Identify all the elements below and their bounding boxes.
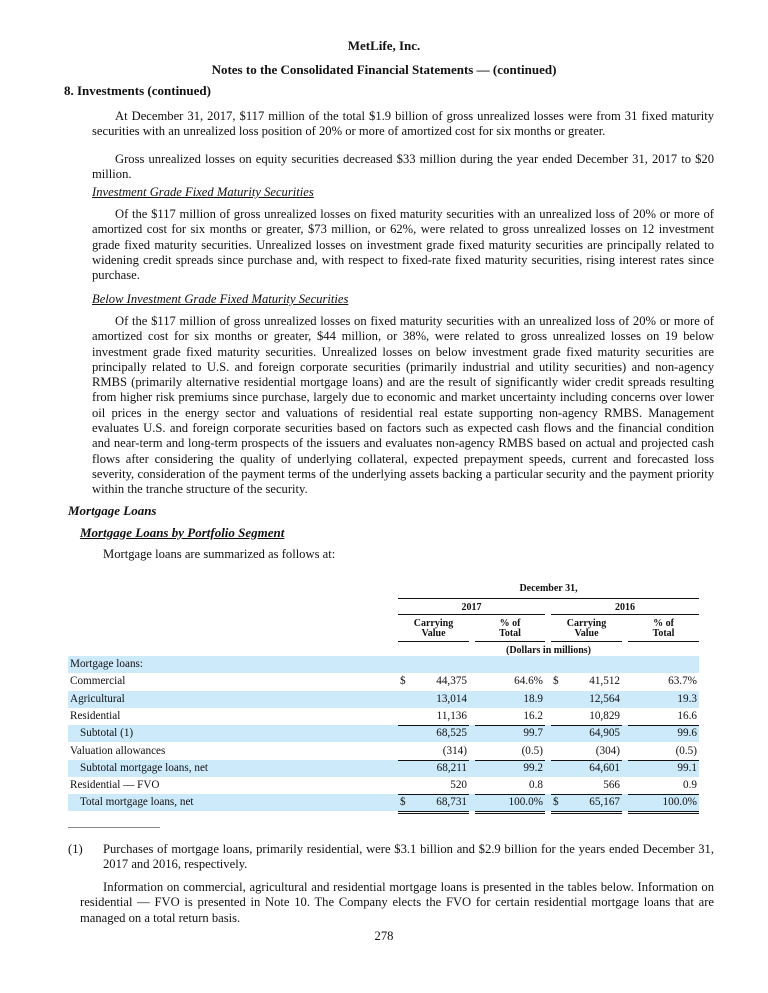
- col-label: Carrying: [566, 618, 607, 629]
- row-label: Residential — FVO: [70, 779, 160, 792]
- mortgage-loans-heading: Mortgage Loans: [68, 503, 157, 518]
- col-label: Carrying: [413, 618, 454, 629]
- cell-pct2016: 16.6: [677, 709, 697, 722]
- cell-pct2017: 100.0%: [508, 796, 543, 809]
- row-label: Residential: [70, 709, 121, 722]
- table-row: [68, 725, 699, 742]
- cell-pct2017: 0.8: [529, 779, 543, 792]
- table-row: [68, 794, 699, 811]
- header-rule: [398, 598, 699, 599]
- subtotal-rule: [398, 794, 469, 795]
- subtotal-rule: [551, 760, 622, 761]
- footnote-rule: [68, 827, 160, 828]
- subtotal-rule: [551, 725, 622, 726]
- row-label: Total mortgage loans, net: [80, 796, 194, 809]
- col-rule: [398, 641, 469, 642]
- col-label: Total: [499, 628, 521, 639]
- paragraph-text: Of the $117 million of gross unrealized losses on fixed maturity securities with an unrealized loss of 20% or more of amortized cost for six months or greater, $73 million, or 62%, were related to gross unrealized losses on 12 investment grade fixed maturity securities. Unrealized losses on investment grade fixed maturity securities are principally related to widening credit spreads since purchase and, with respect to fixed-rate fixed maturity securities, rising interest rates since purchase.: [92, 207, 714, 283]
- col-carrying-value-2017: [398, 619, 469, 639]
- cell-cv2017: 68,731: [436, 796, 467, 809]
- cell-cv2016: 566: [603, 779, 620, 792]
- cell-pct2017: (0.5): [521, 744, 543, 757]
- cell-pct2016: 100.0%: [662, 796, 697, 809]
- cell-cv2017: 11,136: [436, 709, 467, 722]
- year-2016-header: 2016: [615, 602, 635, 613]
- footnote-marker: (1): [68, 842, 83, 856]
- subtotal-rule: [398, 725, 469, 726]
- total-double-rule: [551, 811, 622, 814]
- paragraph-below-investment-grade: [92, 314, 714, 498]
- col-label: Value: [421, 628, 446, 639]
- col-label: Total: [652, 628, 675, 639]
- mortgage-portfolio-heading: Mortgage Loans by Portfolio Segment: [80, 525, 285, 540]
- subtotal-rule: [628, 725, 699, 726]
- currency-symbol: $: [400, 796, 406, 809]
- cell-cv2017: (314): [442, 744, 467, 757]
- table-row: [68, 673, 699, 690]
- table-row: [68, 708, 699, 725]
- paragraph-investment-grade: [92, 207, 714, 283]
- cell-cv2016: 65,167: [589, 796, 620, 809]
- table-row: [68, 656, 699, 673]
- cell-cv2017: 68,525: [436, 727, 467, 740]
- subtotal-rule: [551, 794, 622, 795]
- col-rule: [628, 641, 699, 642]
- cell-pct2017: 18.9: [523, 692, 543, 705]
- units-label: (Dollars in millions): [505, 645, 591, 656]
- col-label: Value: [574, 628, 599, 639]
- cell-pct2017: 16.2: [523, 709, 543, 722]
- col-carrying-value-2016: [551, 619, 622, 639]
- currency-symbol: $: [400, 675, 406, 688]
- row-label: Subtotal mortgage loans, net: [80, 761, 209, 774]
- cell-pct2017: 99.2: [523, 761, 543, 774]
- subtotal-rule: [628, 760, 699, 761]
- cell-pct2017: 99.7: [523, 727, 543, 740]
- paragraph-text: Of the $117 million of gross unrealized losses on fixed maturity securities with an unrealized loss of 20% or more of amortized cost for six months or greater, $44 million, or 38%, were related to gross unrealized losses on 19 below investment grade fixed maturity securities. Unrealized losses on below investment grade fixed maturity securities are principally related to U.S. and foreign corporate securities (primarily industrial and utility securities) and non-agency RMBS (primarily alternative residential mortgage loans) and are the result of significantly wider credit spreads resulting from higher risk premiums since purchase, largely due to economic and market uncertainty including concerns over lower oil prices in the energy sector and valuations of residential real estate supporting non-agency RMBS. Management evaluates U.S. and foreign corporate securities based on factors such as expected cash flows and the financial condition and near-term and long-term prospects of the issuers and evaluates non-agency RMBS based on actual and projected cash flows after considering the quality of underlying collateral, expected prepayment speeds, current and forecasted loss severity, consideration of the payment terms of the underlying assets backing a particular security and the payment priority within the tranche structure of the security.: [92, 314, 714, 497]
- currency-symbol: $: [553, 675, 559, 688]
- subtotal-rule: [398, 760, 469, 761]
- paragraph-text: Information on commercial, agricultural and residential mortgage loans is presented in the tables below. Information on residential — FVO is presented in Note 10. The Company elects the FVO for certain residential mortgage loans that are managed on a total return basis.: [80, 880, 714, 925]
- total-double-rule: [475, 811, 545, 814]
- page-number: 278: [374, 929, 394, 943]
- cell-pct2016: 99.6: [677, 727, 697, 740]
- col-pct-total-2017: [475, 619, 545, 639]
- subtotal-rule: [475, 725, 545, 726]
- below-investment-grade-heading: Below Investment Grade Fixed Maturity Securities: [92, 292, 349, 306]
- cell-cv2016: 41,512: [589, 675, 620, 688]
- subtotal-rule: [475, 794, 545, 795]
- row-label: Agricultural: [70, 692, 125, 705]
- paragraph-text: At December 31, 2017, $117 million of the total $1.9 billion of gross unrealized losses were from 31 fixed maturity securities with an unrealized loss position of 20% or more of amortized cost for six months or greater.: [92, 109, 714, 139]
- cell-pct2016: (0.5): [675, 744, 697, 757]
- col-label: % of: [653, 618, 674, 629]
- year-2017-rule: [398, 614, 545, 615]
- subtotal-rule: [628, 794, 699, 795]
- total-double-rule: [398, 811, 469, 814]
- section-heading: 8. Investments (continued): [64, 83, 211, 98]
- cell-cv2016: 64,905: [589, 727, 620, 740]
- paragraph-equity-losses: [92, 152, 714, 183]
- cell-cv2017: 520: [450, 779, 467, 792]
- year-2016-rule: [551, 614, 699, 615]
- currency-symbol: $: [553, 796, 559, 809]
- cell-cv2017: 68,211: [436, 761, 467, 774]
- total-double-rule: [628, 811, 699, 814]
- cell-cv2016: (304): [595, 744, 620, 757]
- table-row: [68, 760, 699, 777]
- subtotal-rule: [475, 760, 545, 761]
- year-2017-header: 2017: [461, 602, 482, 613]
- cell-pct2017: 64.6%: [514, 675, 543, 688]
- table-row: [68, 743, 699, 760]
- mortgage-lead-text: Mortgage loans are summarized as follows at:: [103, 547, 336, 561]
- cell-cv2016: 10,829: [589, 709, 620, 722]
- row-label: Commercial: [70, 675, 126, 688]
- cell-pct2016: 99.1: [677, 761, 697, 774]
- cell-cv2017: 44,375: [436, 675, 467, 688]
- cell-pct2016: 0.9: [683, 779, 697, 792]
- row-label: Subtotal (1): [80, 727, 134, 740]
- cell-cv2016: 12,564: [589, 692, 620, 705]
- cell-cv2017: 13,014: [436, 692, 467, 705]
- paragraph-closing: [80, 880, 714, 926]
- row-label: Mortgage loans:: [70, 658, 144, 670]
- footnote-text: Purchases of mortgage loans, primarily residential, were $3.1 billion and $2.9 billion for the years ended December 31, 2017 and 2016, respectively.: [103, 842, 714, 872]
- period-header: December 31,: [519, 583, 578, 594]
- row-label: Valuation allowances: [70, 744, 166, 757]
- investment-grade-heading: Investment Grade Fixed Maturity Securities: [92, 185, 314, 199]
- cell-cv2016: 64,601: [589, 761, 620, 774]
- cell-pct2016: 63.7%: [668, 675, 697, 688]
- paragraph-unrealized-losses: [92, 109, 714, 140]
- table-row: [68, 777, 699, 794]
- cell-pct2016: 19.3: [677, 692, 697, 705]
- col-rule: [475, 641, 545, 642]
- col-pct-total-2016: [628, 619, 699, 639]
- table-row: [68, 691, 699, 708]
- col-label: % of: [499, 618, 521, 629]
- page-subtitle: Notes to the Consolidated Financial Statements — (continued): [211, 62, 557, 77]
- company-name: MetLife, Inc.: [347, 38, 421, 53]
- paragraph-text: Gross unrealized losses on equity securities decreased $33 million during the year ended December 31, 2017 to $20 million.: [92, 152, 714, 182]
- col-rule: [551, 641, 622, 642]
